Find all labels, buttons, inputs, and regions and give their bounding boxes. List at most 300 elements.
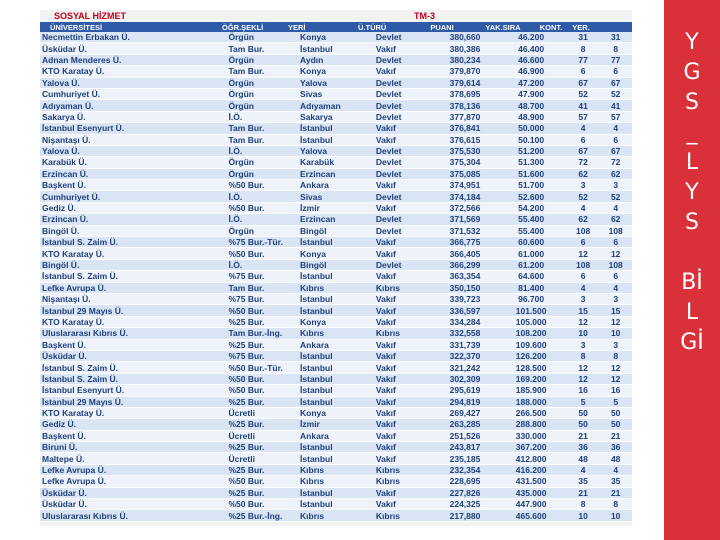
cell-quota: 36 [567,442,600,453]
cell-university: İstanbul S. Zaim Ü. [40,271,226,282]
cell-university: Karabük Ü. [40,157,226,168]
table-row [40,476,632,487]
cell-location: Konya [298,32,374,43]
cell-education-type: Örgün [226,168,298,179]
cell-rank: 101.500 [495,305,567,316]
cell-score: 228,695 [435,476,496,487]
cell-score: 332,558 [435,328,496,339]
cell-quota: 16 [567,385,600,396]
cell-location: Yalova [298,145,374,156]
table-row [40,248,632,259]
table-row [40,191,632,202]
cell-placed: 12 [599,316,632,327]
cell-score: 375,304 [435,157,496,168]
cell-university-type: Vakıf [374,419,435,430]
cell-placed: 12 [599,248,632,259]
cell-score: 366,405 [435,248,496,259]
cell-university: Cumhuriyet Ü. [40,191,226,202]
table-row [40,487,632,498]
cell-placed: 50 [599,419,632,430]
cell-education-type: %25 Bur. [226,316,298,327]
cell-rank: 188.000 [495,396,567,407]
cell-score: 371,532 [435,225,496,236]
cell-university: Bingöl Ü. [40,225,226,236]
cell-score: 375,085 [435,168,496,179]
column-header-location: YERİ [288,22,306,32]
cell-rank: 416.200 [495,464,567,475]
cell-score: 227,826 [435,487,496,498]
cell-university: Yalova Ü. [40,77,226,88]
cell-university-type: Vakıf [374,396,435,407]
cell-quota: 35 [567,476,600,487]
side-bar-label [664,28,720,358]
cell-university-type: Vakıf [374,66,435,77]
cell-quota: 31 [567,32,600,43]
table-row [40,328,632,339]
cell-university: Bingöl Ü. [40,259,226,270]
cell-education-type: %50 Bur. [226,305,298,316]
cell-university: İstanbul 29 Mayıs Ü. [40,396,226,407]
cell-score: 295,619 [435,385,496,396]
table-row [40,134,632,145]
cell-score: 380,234 [435,54,496,65]
cell-placed: 72 [599,157,632,168]
table-row [40,180,632,191]
cell-rank: 51.200 [495,145,567,156]
cell-score: 378,136 [435,100,496,111]
cell-score: 377,870 [435,111,496,122]
cell-university-type: Vakıf [374,453,435,464]
cell-quota: 8 [567,350,600,361]
table-row [40,111,632,122]
cell-placed: 21 [599,487,632,498]
cell-location: Kıbrıs [298,464,374,475]
cell-quota: 41 [567,100,600,111]
cell-education-type: %50 Bur. [226,373,298,384]
cell-placed: 6 [599,237,632,248]
cell-score: 380,660 [435,32,496,43]
cell-location: Erzincan [298,214,374,225]
cell-education-type: Örgün [226,32,298,43]
cell-university-type: Devlet [374,54,435,65]
cell-university-type: Devlet [374,100,435,111]
cell-university-type: Devlet [374,168,435,179]
cell-rank: 185.900 [495,385,567,396]
cell-university-type: Vakıf [374,487,435,498]
cell-university-type: Kıbrıs [374,328,435,339]
cell-score: 371,569 [435,214,496,225]
cell-university: Gediz Ü. [40,202,226,213]
cell-education-type: %25 Bur. [226,339,298,350]
cell-placed: 3 [599,293,632,304]
cell-location: Karabük [298,157,374,168]
cell-university: Adıyaman Ü. [40,100,226,111]
column-header-education-type: ÖĞR.ŞEKLİ [222,22,264,32]
cell-score: 366,299 [435,259,496,270]
table-row [40,66,632,77]
cell-rank: 330.000 [495,430,567,441]
cell-university-type: Devlet [374,145,435,156]
table-row [40,88,632,99]
cell-university-type: Vakıf [374,430,435,441]
cell-education-type: Ücretli [226,407,298,418]
cell-university-type: Devlet [374,111,435,122]
cell-education-type: Tam Bur. [226,43,298,54]
table-row [40,430,632,441]
cell-rank: 109.600 [495,339,567,350]
cell-education-type: Örgün [226,88,298,99]
cell-quota: 50 [567,419,600,430]
cell-score: 374,184 [435,191,496,202]
cell-university-type: Vakıf [374,350,435,361]
cell-quota: 5 [567,396,600,407]
cell-university: Lefke Avrupa Ü. [40,476,226,487]
table-row [40,316,632,327]
cell-rank: 55.400 [495,225,567,236]
table-row [40,100,632,111]
cell-quota: 12 [567,248,600,259]
cell-placed: 15 [599,305,632,316]
cell-location: Erzincan [298,168,374,179]
results-table [40,32,632,522]
cell-location: İstanbul [298,305,374,316]
cell-university-type: Vakıf [374,248,435,259]
cell-education-type: %75 Bur. [226,293,298,304]
cell-rank: 169.200 [495,373,567,384]
cell-university: KTO Karatay Ü. [40,248,226,259]
cell-quota: 4 [567,202,600,213]
cell-placed: 4 [599,464,632,475]
cell-university: İstanbul S. Zaim Ü. [40,237,226,248]
side-accent-bar [664,0,720,540]
cell-quota: 6 [567,271,600,282]
cell-location: Konya [298,248,374,259]
cell-score: 376,615 [435,134,496,145]
cell-location: İstanbul [298,134,374,145]
cell-quota: 3 [567,293,600,304]
results-sheet [40,10,632,526]
cell-placed: 3 [599,339,632,350]
cell-university: Cumhuriyet Ü. [40,88,226,99]
cell-education-type: %50 Bur.-Tür. [226,362,298,373]
cell-rank: 81.400 [495,282,567,293]
cell-quota: 3 [567,339,600,350]
cell-quota: 4 [567,464,600,475]
cell-university: Başkent Ü. [40,430,226,441]
cell-quota: 12 [567,362,600,373]
cell-placed: 8 [599,499,632,510]
results-table-body [40,32,632,521]
cell-university-type: Kıbrıs [374,282,435,293]
cell-score: 334,284 [435,316,496,327]
cell-location: İstanbul [298,362,374,373]
cell-location: İstanbul [298,453,374,464]
cell-education-type: Örgün [226,157,298,168]
cell-placed: 6 [599,271,632,282]
cell-education-type: %25 Bur. [226,442,298,453]
cell-rank: 367.200 [495,442,567,453]
cell-rank: 51.700 [495,180,567,191]
cell-rank: 61.000 [495,248,567,259]
cell-university-type: Devlet [374,225,435,236]
cell-education-type: %50 Bur. [226,499,298,510]
cell-location: Ankara [298,430,374,441]
cell-placed: 35 [599,476,632,487]
cell-score: 294,819 [435,396,496,407]
cell-score: 379,614 [435,77,496,88]
table-row [40,362,632,373]
cell-quota: 108 [567,225,600,236]
cell-university-type: Vakıf [374,407,435,418]
cell-rank: 435.000 [495,487,567,498]
cell-quota: 72 [567,157,600,168]
cell-university: Uluslararası Kıbrıs Ü. [40,510,226,521]
cell-quota: 21 [567,487,600,498]
cell-university-type: Vakıf [374,123,435,134]
cell-rank: 126.200 [495,350,567,361]
cell-score: 232,354 [435,464,496,475]
cell-education-type: Tam Bur. [226,134,298,145]
cell-university-type: Kıbrıs [374,464,435,475]
table-row [40,123,632,134]
cell-location: İstanbul [298,499,374,510]
cell-placed: 12 [599,362,632,373]
table-row [40,373,632,384]
cell-education-type: İ.Ö. [226,191,298,202]
cell-score: 374,951 [435,180,496,191]
cell-university-type: Devlet [374,157,435,168]
cell-university: İstanbul S. Zaim Ü. [40,362,226,373]
cell-placed: 108 [599,225,632,236]
cell-university-type: Devlet [374,214,435,225]
cell-score: 321,242 [435,362,496,373]
cell-quota: 62 [567,214,600,225]
cell-university: KTO Karatay Ü. [40,66,226,77]
table-row [40,271,632,282]
cell-placed: 52 [599,191,632,202]
table-row [40,350,632,361]
cell-rank: 46.600 [495,54,567,65]
cell-university: İstanbul Esenyurt Ü. [40,123,226,134]
cell-university: Üsküdar Ü. [40,499,226,510]
cell-university: KTO Karatay Ü. [40,407,226,418]
cell-score: 235,185 [435,453,496,464]
cell-placed: 36 [599,442,632,453]
cell-score: 322,370 [435,350,496,361]
cell-rank: 55.400 [495,214,567,225]
cell-rank: 50.000 [495,123,567,134]
cell-score: 350,150 [435,282,496,293]
column-header-university: ÜNİVERSİTESİ [50,22,103,32]
cell-university-type: Vakıf [374,202,435,213]
cell-location: İstanbul [298,237,374,248]
cell-education-type: %50 Bur. [226,248,298,259]
cell-placed: 6 [599,134,632,145]
cell-placed: 62 [599,214,632,225]
cell-university: İstanbul 29 Mayıs Ü. [40,305,226,316]
table-row [40,442,632,453]
cell-rank: 46.400 [495,43,567,54]
cell-university: Lefke Avrupa Ü. [40,464,226,475]
cell-university-type: Vakıf [374,373,435,384]
cell-education-type: İ.Ö. [226,259,298,270]
table-row [40,157,632,168]
cell-location: İzmir [298,202,374,213]
table-row [40,419,632,430]
cell-quota: 21 [567,430,600,441]
cell-education-type: %75 Bur. [226,271,298,282]
cell-quota: 52 [567,191,600,202]
cell-location: Konya [298,66,374,77]
cell-quota: 67 [567,77,600,88]
table-row [40,453,632,464]
column-header-placed: YER. [572,22,590,32]
cell-rank: 51.600 [495,168,567,179]
cell-quota: 8 [567,43,600,54]
cell-education-type: Tam Bur. [226,123,298,134]
cell-university: Necmettin Erbakan Ü. [40,32,226,43]
cell-placed: 62 [599,168,632,179]
cell-rank: 64.600 [495,271,567,282]
cell-score: 331,739 [435,339,496,350]
cell-university: Başkent Ü. [40,339,226,350]
table-row [40,168,632,179]
column-header-university-type: Ü.TÜRÜ [358,22,387,32]
cell-education-type: %50 Bur. [226,385,298,396]
cell-location: İstanbul [298,373,374,384]
table-row [40,339,632,350]
cell-location: İstanbul [298,487,374,498]
cell-university-type: Vakıf [374,305,435,316]
cell-placed: 67 [599,145,632,156]
table-row [40,396,632,407]
table-row [40,225,632,236]
cell-quota: 3 [567,180,600,191]
cell-quota: 67 [567,145,600,156]
cell-quota: 52 [567,88,600,99]
cell-quota: 12 [567,373,600,384]
cell-rank: 128.500 [495,362,567,373]
cell-university-type: Devlet [374,88,435,99]
table-row [40,43,632,54]
cell-education-type: Tam Bur. [226,282,298,293]
table-row [40,293,632,304]
cell-quota: 50 [567,407,600,418]
table-row [40,464,632,475]
cell-location: İstanbul [298,123,374,134]
cell-education-type: %25 Bur.-İng. [226,510,298,521]
cell-university: Üsküdar Ü. [40,487,226,498]
cell-university-type: Vakıf [374,43,435,54]
cell-education-type: İ.Ö. [226,111,298,122]
cell-university: Maltepe Ü. [40,453,226,464]
cell-score: 224,325 [435,499,496,510]
cell-placed: 21 [599,430,632,441]
side-bar-letter: Bİ [681,270,703,295]
sheet-code: TM-3 [414,11,435,21]
cell-university-type: Vakıf [374,180,435,191]
cell-placed: 67 [599,77,632,88]
cell-location: Sivas [298,191,374,202]
cell-placed: 57 [599,111,632,122]
cell-rank: 46.200 [495,32,567,43]
cell-university-type: Vakıf [374,499,435,510]
cell-rank: 52.600 [495,191,567,202]
cell-placed: 10 [599,510,632,521]
cell-placed: 3 [599,180,632,191]
cell-university-type: Vakıf [374,339,435,350]
table-row [40,32,632,43]
cell-education-type: %50 Bur. [226,202,298,213]
cell-placed: 52 [599,88,632,99]
cell-university: Nişantaşı Ü. [40,134,226,145]
cell-rank: 47.900 [495,88,567,99]
table-row [40,145,632,156]
cell-location: İstanbul [298,396,374,407]
cell-location: Aydın [298,54,374,65]
cell-rank: 288.800 [495,419,567,430]
cell-quota: 57 [567,111,600,122]
side-bar-letter [664,238,720,268]
cell-location: Bingöl [298,259,374,270]
cell-education-type: %75 Bur.-Tür. [226,237,298,248]
cell-university: Adnan Menderes Ü. [40,54,226,65]
cell-education-type: Ücretli [226,430,298,441]
cell-score: 263,285 [435,419,496,430]
cell-university-type: Vakıf [374,271,435,282]
cell-score: 378,695 [435,88,496,99]
cell-score: 376,841 [435,123,496,134]
cell-placed: 12 [599,373,632,384]
cell-quota: 77 [567,54,600,65]
cell-university: İstanbul S. Zaim Ü. [40,373,226,384]
cell-education-type: %25 Bur. [226,419,298,430]
cell-location: İstanbul [298,293,374,304]
cell-score: 336,597 [435,305,496,316]
cell-education-type: Örgün [226,77,298,88]
cell-placed: 41 [599,100,632,111]
cell-rank: 50.100 [495,134,567,145]
cell-placed: 4 [599,123,632,134]
sheet-title: SOSYAL HİZMET [54,11,127,21]
cell-university-type: Vakıf [374,293,435,304]
cell-score: 251,526 [435,430,496,441]
sheet-header [40,10,632,22]
table-row [40,499,632,510]
cell-quota: 6 [567,237,600,248]
cell-education-type: Örgün [226,225,298,236]
cell-university: Üsküdar Ü. [40,350,226,361]
cell-score: 363,354 [435,271,496,282]
cell-location: Konya [298,316,374,327]
cell-education-type: Tam Bur.-İng. [226,328,298,339]
cell-location: Kıbrıs [298,476,374,487]
cell-location: İstanbul [298,385,374,396]
cell-placed: 10 [599,328,632,339]
table-row [40,259,632,270]
cell-score: 302,309 [435,373,496,384]
cell-location: Bingöl [298,225,374,236]
cell-placed: 8 [599,43,632,54]
cell-university: KTO Karatay Ü. [40,316,226,327]
cell-placed: 4 [599,202,632,213]
table-row [40,282,632,293]
cell-university-type: Vakıf [374,237,435,248]
cell-rank: 266.500 [495,407,567,418]
side-bar-letter: L [685,300,699,325]
cell-rank: 54.200 [495,202,567,213]
cell-score: 339,723 [435,293,496,304]
